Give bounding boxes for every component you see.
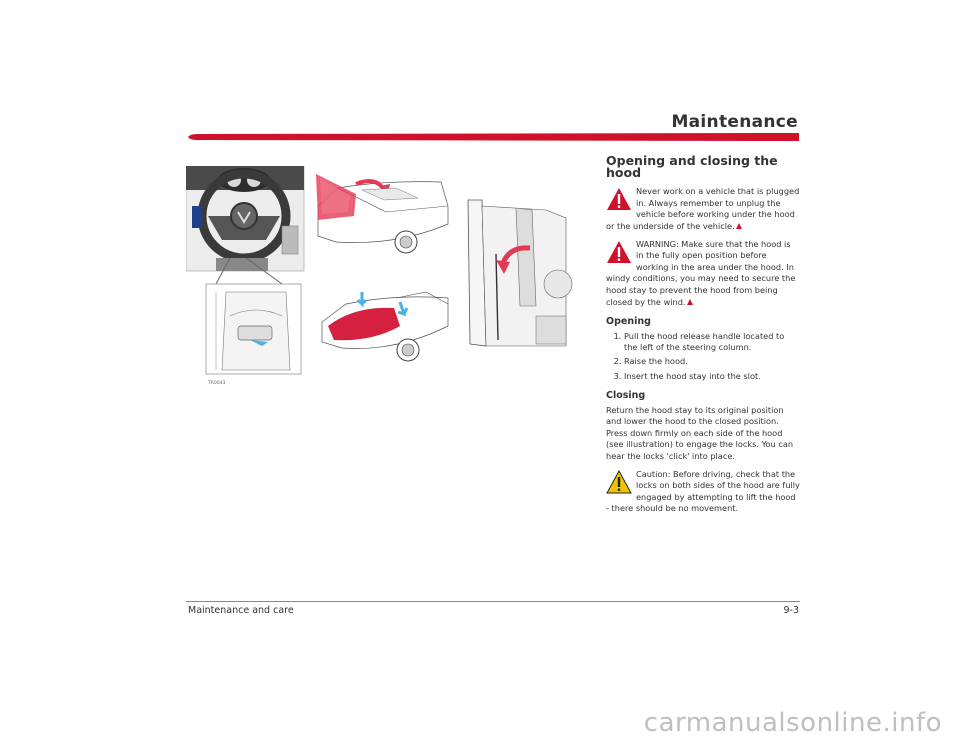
steering-wheel-illustration [186,166,304,284]
closing-text: Return the hood stay to its original position and lower the hood to the closed position. Press down firmly on each side of the hood (see illustration) to engage the locks. You can hear the locks 'click' into place. [606,404,794,462]
release-handle-illustration [206,284,301,374]
caution-icon [606,470,632,494]
warning-icon [606,187,632,211]
end-of-warning-icon [736,223,742,229]
warning-text-2: WARNING: Make sure that the hood is in the fully open position before working in the area under the hood. In windy conditions, you may need to secure the hood stay to prevent the hood from being closed by the wind. [606,238,796,307]
caution-notice [606,469,800,515]
warning-notice-1 [606,186,800,232]
hood-stay-illustration [468,200,572,346]
section-title: Opening and closing the hood [606,153,778,180]
footer-divider [186,601,800,602]
page-header-title: Maintenance [671,112,798,132]
opening-heading: Opening [606,316,651,328]
section-content [606,155,800,521]
hood-opening-illustration [316,174,448,253]
hood-illustration [186,166,596,396]
opening-steps-list [606,331,800,382]
closing-heading: Closing [606,390,646,402]
list-item: 2. Raise the hood. [624,356,800,368]
warning-text-1: Never work on a vehicle that is plugged in. Always remember to unplug the vehicle before working under the hood or the underside of the vehicle. [606,186,800,231]
hood-closing-illustration [322,292,448,361]
header-accent-bar [188,133,799,141]
list-item: 3. Insert the hood stay into the slot. [624,371,800,383]
end-of-warning-icon [687,299,693,305]
caution-text: Caution: Before driving, check that the locks on both sides of the hood are fully engaged by attempting to lift the hood - there should be no movement. [606,468,800,514]
warning-notice-2 [606,239,800,309]
warning-icon [606,240,632,264]
figure-label: TR0043 [208,381,226,386]
footer-chapter: Maintenance and care [188,605,294,616]
watermark-text: carmanualsonline.info [643,708,942,738]
list-item: 1. Pull the hood release handle located to the left of the steering column. [624,331,800,354]
footer-page-number: 9-3 [783,605,799,616]
